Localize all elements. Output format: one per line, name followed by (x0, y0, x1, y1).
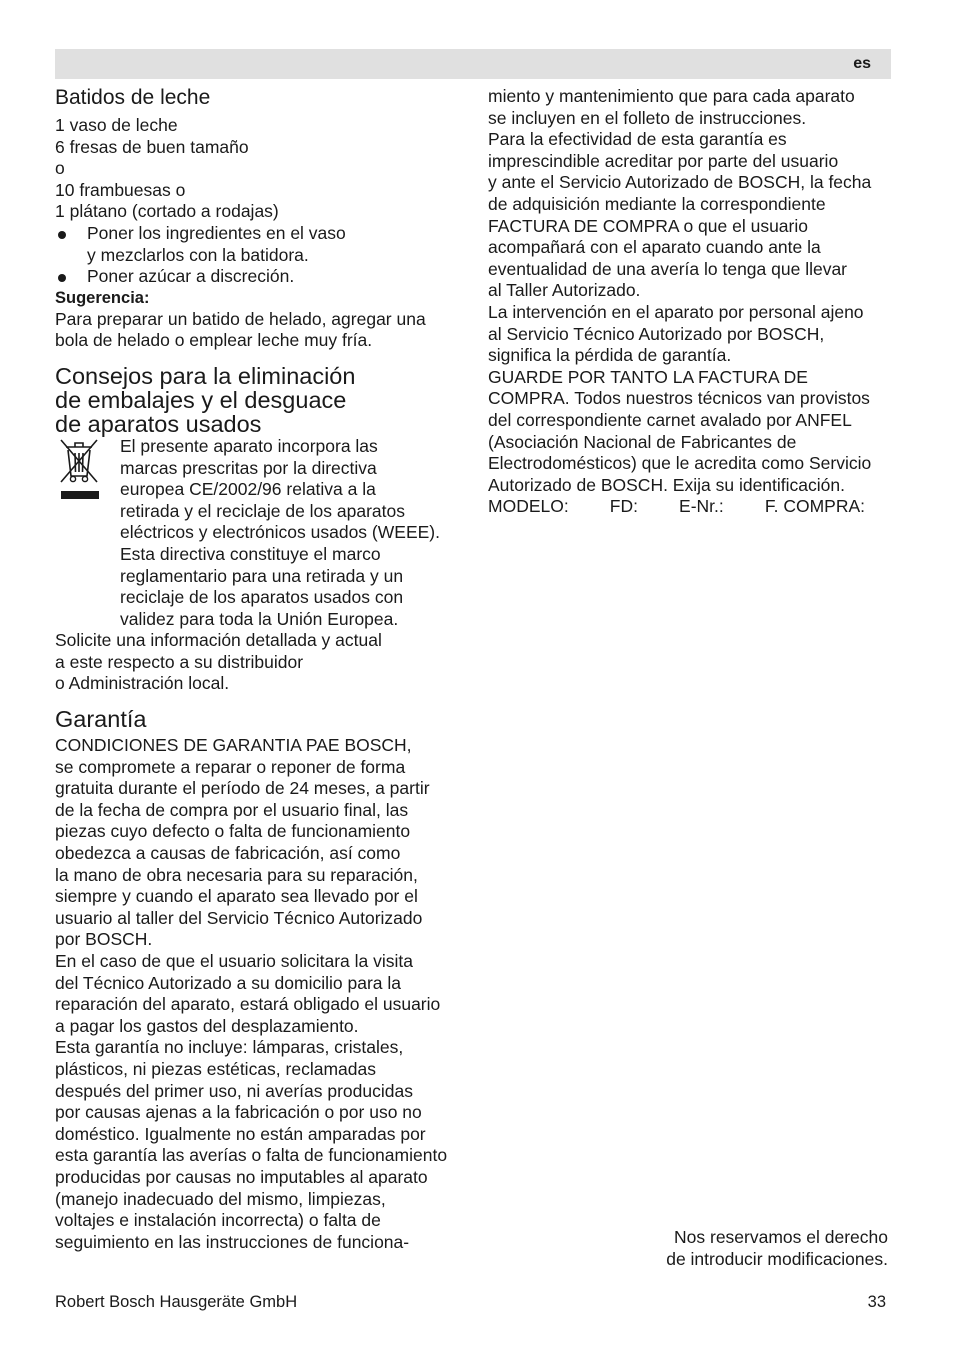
model-fields-row (488, 496, 865, 518)
left-column (55, 86, 455, 1253)
purchase-date-field-label: F. COMPRA: (764, 496, 865, 517)
weee-text: Esta directiva constituye el marco (120, 543, 381, 564)
ingredient-line: 1 vaso de leche (55, 115, 178, 135)
warranty-text: de la fecha de compra por el usuario final, las (55, 799, 409, 820)
notice-line: Nos reservamos el derecho (674, 1227, 888, 1247)
warranty-text: imprescindible acreditar por parte del usuario (488, 150, 839, 171)
disposal-text: a este respecto a su distribuidor (55, 651, 304, 672)
warranty-text: FACTURA DE COMPRA o que el usuario (488, 215, 808, 236)
warranty-text: al Servicio Técnico Autorizado por BOSCH, (488, 323, 825, 344)
instruction-item (55, 223, 455, 266)
section-title-garantia: Garantía (55, 706, 147, 733)
warranty-text: al Taller Autorizado. (488, 280, 641, 301)
footer-company: Robert Bosch Hausgeräte GmbH (55, 1293, 298, 1311)
warranty-text: gratuita durante el período de 24 meses, a partir (55, 778, 430, 799)
page-number: 33 (867, 1293, 886, 1311)
warranty-text: La intervención en el aparato por personal ajeno (488, 301, 864, 322)
instruction-text: y mezclarlos con la batidora. (87, 244, 309, 265)
modification-notice (666, 1227, 888, 1270)
model-field-label: MODELO: (488, 496, 569, 517)
warranty-text: de adquisición mediante la correspondiente (488, 193, 826, 214)
warranty-text: significa la pérdida de garantía. (488, 345, 732, 366)
weee-text: retirada y el reciclaje de los aparatos (120, 500, 406, 521)
bullet-icon (58, 231, 66, 239)
right-column (488, 86, 890, 518)
ingredient-line: o (55, 158, 65, 179)
fd-field-label: FD: (609, 496, 638, 517)
warranty-text: siempre y cuando el aparato sea llevado por el (55, 886, 418, 907)
section-title-consejos (55, 364, 455, 436)
ingredient-line: 6 fresas de buen tamaño (55, 136, 249, 157)
title-line: de aparatos usados (55, 410, 262, 437)
warranty-text: se compromete a reparar o reponer de forma (55, 756, 406, 777)
weee-text: El presente aparato incorpora las (120, 435, 378, 456)
warranty-text: producidas por causas no imputables al aparato (55, 1166, 428, 1187)
weee-text: reglamentario para una retirada y un (120, 565, 404, 586)
warranty-text: reparación del aparato, estará obligado el usuario (55, 994, 441, 1015)
section-title-batidos: Batidos de leche (55, 86, 211, 109)
warranty-text: por BOSCH. (55, 929, 153, 950)
weee-text: marcas prescritas por la directiva (120, 457, 377, 478)
warranty-text: por causas ajenas a la fabricación o por uso no (55, 1102, 422, 1123)
disposal-text: o Administración local. (55, 673, 230, 694)
bullet-icon (58, 274, 66, 282)
instruction-text: Poner los ingredientes en el vaso (87, 222, 346, 243)
warranty-text: se incluyen en el folleto de instrucciones. (488, 107, 807, 128)
weee-text: validez para toda la Unión Europea. (120, 608, 399, 629)
tip-text: bola de helado o emplear leche muy fría. (55, 330, 373, 351)
warranty-text: doméstico. Igualmente no están amparadas por (55, 1123, 426, 1144)
warranty-text: usuario al taller del Servicio Técnico Autorizado (55, 907, 423, 928)
language-label: es (853, 55, 871, 72)
warranty-text: Autorizado de BOSCH. Exija su identificación. (488, 474, 845, 495)
weee-text: europea CE/2002/96 relativa a la (120, 479, 376, 500)
disposal-text: Solicite una información detallada y actual (55, 630, 382, 651)
warranty-text: voltajes e instalación incorrecta) o falta de (55, 1210, 381, 1231)
warranty-text: después del primer uso, ni averías producidas (55, 1080, 413, 1101)
notice-line: de introducir modificaciones. (666, 1248, 888, 1269)
ingredient-line: 1 plátano (cortado a rodajas) (55, 201, 279, 222)
instruction-list (55, 223, 455, 288)
warranty-text: (manejo inadecuado del mismo, limpiezas, (55, 1188, 386, 1209)
warranty-text: seguimiento en las instrucciones de funciona- (55, 1231, 410, 1252)
warranty-text: la mano de obra necesaria para su reparación, (55, 864, 418, 885)
warranty-text: CONDICIONES DE GARANTIA PAE BOSCH, (55, 735, 412, 756)
weee-crossed-bin-icon (57, 436, 101, 500)
warranty-text: plásticos, ni piezas estéticas, reclamadas (55, 1058, 376, 1079)
warranty-text: Esta garantía no incluye: lámparas, cristales, (55, 1037, 404, 1058)
warranty-text: acompañará con el aparato cuando ante la (488, 237, 821, 258)
warranty-text: del Técnico Autorizado a su domicilio para la (55, 972, 401, 993)
warranty-text: Electrodomésticos) que le acredita como Servicio (488, 453, 872, 474)
header-bar (55, 49, 891, 79)
tip-text: Para preparar un batido de helado, agregar una (55, 308, 426, 329)
instruction-item (55, 266, 455, 288)
warranty-text: miento y mantenimiento que para cada aparato (488, 86, 855, 106)
weee-block (55, 436, 455, 630)
tip-label: Sugerencia: (55, 288, 150, 307)
weee-text: eléctricos y electrónicos usados (WEEE). (120, 522, 440, 543)
warranty-text: COMPRA. Todos nuestros técnicos van provistos (488, 388, 870, 409)
title-line: Consejos para la eliminación (55, 362, 356, 389)
warranty-text: y ante el Servicio Autorizado de BOSCH, la fecha (488, 172, 872, 193)
warranty-text: eventualidad de una avería lo tenga que llevar (488, 258, 848, 279)
weee-text: reciclaje de los aparatos usados con (120, 587, 404, 608)
enr-field-label: E-Nr.: (679, 496, 724, 517)
warranty-text: GUARDE POR TANTO LA FACTURA DE (488, 366, 808, 387)
warranty-text: (Asociación Nacional de Fabricantes de (488, 431, 797, 452)
warranty-text: esta garantía las averías o falta de funcionamiento (55, 1145, 448, 1166)
warranty-text: piezas cuyo defecto o falta de funcionamiento (55, 821, 411, 842)
ingredient-line: 10 frambuesas o (55, 179, 186, 200)
title-line: de embalajes y el desguace (55, 386, 347, 413)
warranty-text: a pagar los gastos del desplazamiento. (55, 1015, 359, 1036)
warranty-text: En el caso de que el usuario solicitara la visita (55, 951, 413, 971)
warranty-text: del correspondiente carnet avalado por ANFEL (488, 409, 852, 430)
instruction-text: Poner azúcar a discreción. (87, 266, 295, 287)
warranty-text: obedezca a causas de fabricación, así como (55, 843, 401, 864)
warranty-text: Para la efectividad de esta garantía es (488, 129, 787, 150)
